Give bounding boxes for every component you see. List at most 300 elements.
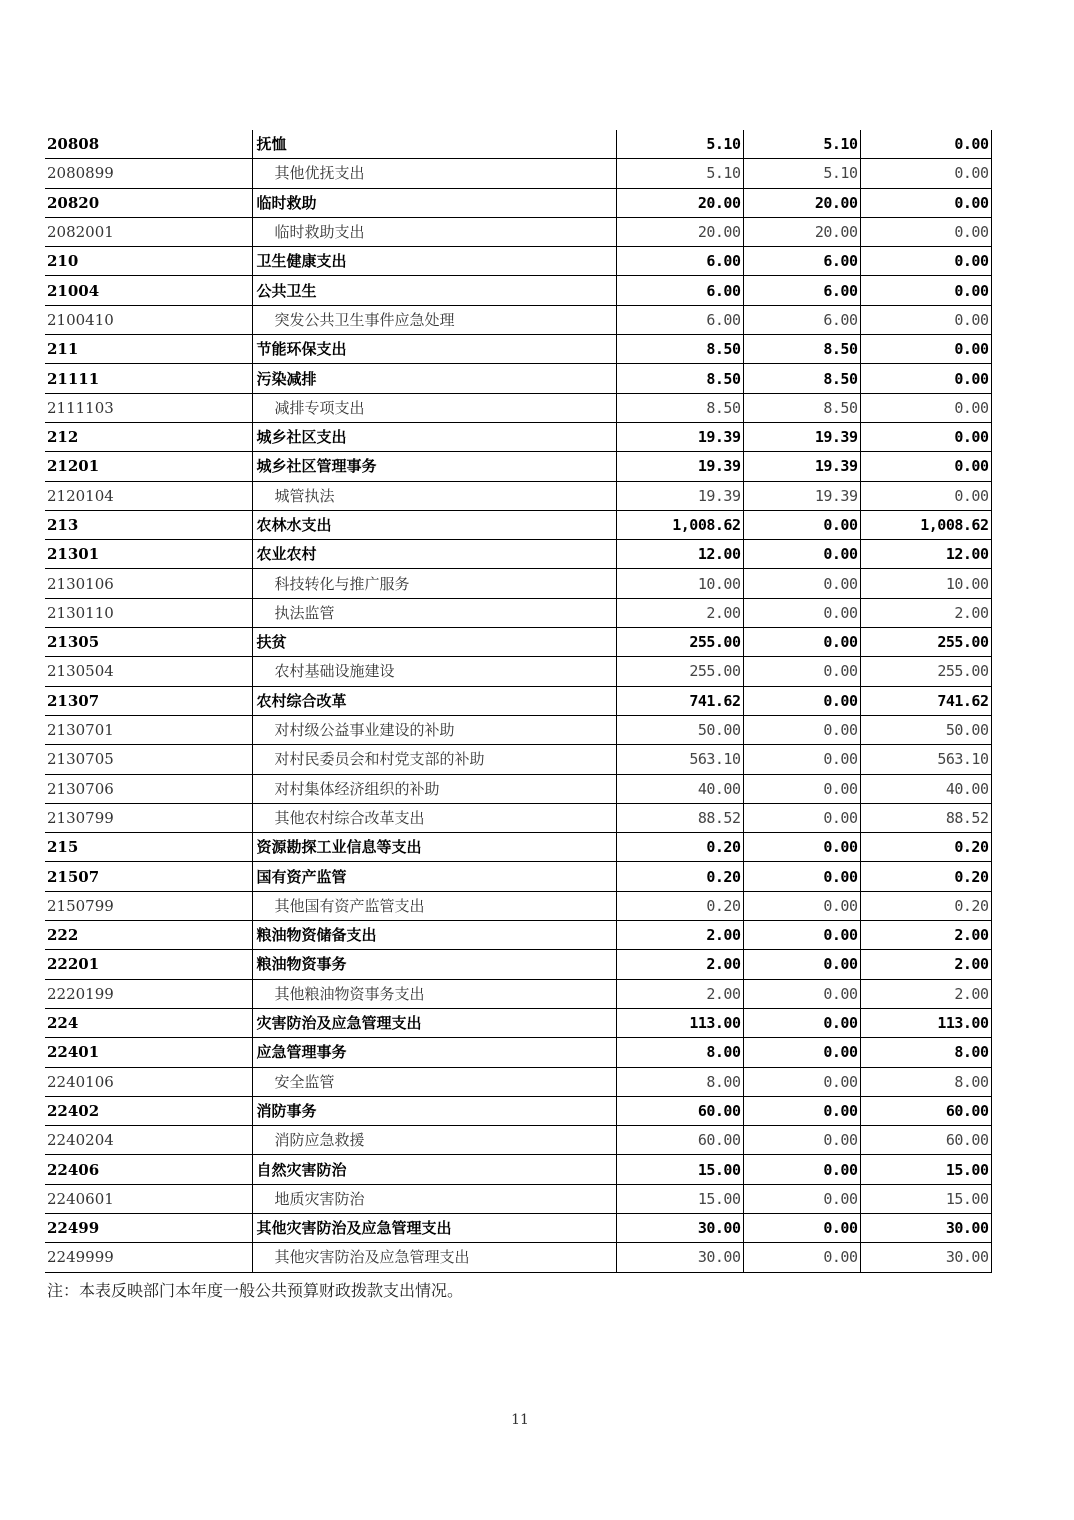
cell-code-text: 2220199: [47, 984, 114, 1003]
cell-basic-text: 20.00: [814, 223, 858, 242]
cell-code-text: 22401: [47, 1043, 100, 1062]
table-row: [45, 1184, 991, 1213]
cell-total: [616, 657, 743, 686]
cell-code-text: 2100410: [47, 310, 114, 329]
cell-name: [252, 745, 616, 774]
cell-total-text: 30.00: [697, 1219, 741, 1238]
table-row: [45, 715, 991, 744]
cell-total: [616, 1096, 743, 1125]
table-row: [45, 833, 991, 862]
cell-total-text: 30.00: [697, 1248, 741, 1267]
cell-basic-text: 0.00: [823, 1248, 858, 1267]
cell-total-text: 15.00: [697, 1189, 741, 1208]
cell-project: [860, 159, 991, 188]
cell-code: [45, 598, 252, 627]
cell-basic: [743, 1184, 860, 1213]
cell-code-text: 2130799: [47, 808, 114, 827]
cell-code-text: 21305: [47, 633, 100, 652]
cell-name-text: 其他粮油物资事务支出: [274, 984, 425, 1003]
table-row: [45, 1038, 991, 1067]
cell-project: [860, 803, 991, 832]
cell-total: [616, 628, 743, 657]
cell-code-text: 2240106: [47, 1072, 114, 1091]
cell-code: [45, 1038, 252, 1067]
cell-total: [616, 598, 743, 627]
cell-name-text: 自然灾害防治: [256, 1160, 347, 1179]
cell-project: [860, 598, 991, 627]
cell-total-text: 8.00: [706, 1072, 741, 1091]
cell-total-text: 0.20: [706, 838, 741, 857]
table-row: [45, 1126, 991, 1155]
cell-total: [616, 921, 743, 950]
table-row: [45, 1213, 991, 1242]
cell-total-text: 15.00: [697, 1160, 741, 1179]
cell-code: [45, 305, 252, 334]
cell-code: [45, 979, 252, 1008]
cell-project-text: 0.20: [954, 867, 989, 886]
cell-name-text: 污染减排: [256, 369, 317, 388]
cell-project-text: 741.62: [937, 691, 989, 710]
cell-total: [616, 803, 743, 832]
cell-basic: [743, 833, 860, 862]
table-row: [45, 217, 991, 246]
cell-basic: [743, 247, 860, 276]
cell-code-text: 222: [47, 926, 79, 945]
cell-code-text: 2249999: [47, 1248, 114, 1267]
cell-code: [45, 1008, 252, 1037]
cell-code-text: 21307: [47, 691, 100, 710]
cell-name: [252, 481, 616, 510]
cell-basic: [743, 1243, 860, 1272]
cell-basic-text: 0.00: [823, 1160, 858, 1179]
cell-name: [252, 921, 616, 950]
cell-code-text: 20820: [47, 193, 100, 212]
cell-total: [616, 422, 743, 451]
cell-project: [860, 715, 991, 744]
cell-name-text: 农村基础设施建设: [274, 662, 395, 681]
cell-basic: [743, 657, 860, 686]
cell-name-text: 农村综合改革: [256, 691, 347, 710]
cell-total: [616, 130, 743, 159]
cell-basic-text: 8.50: [823, 340, 858, 359]
cell-basic: [743, 540, 860, 569]
cell-project: [860, 540, 991, 569]
cell-project: [860, 921, 991, 950]
cell-basic: [743, 862, 860, 891]
cell-project: [860, 1126, 991, 1155]
cell-code-text: 2120104: [47, 486, 114, 505]
cell-name: [252, 569, 616, 598]
cell-project: [860, 130, 991, 159]
cell-project: [860, 1243, 991, 1272]
cell-code: [45, 686, 252, 715]
cell-total-text: 20.00: [697, 193, 741, 212]
cell-total: [616, 833, 743, 862]
cell-total: [616, 217, 743, 246]
cell-code: [45, 159, 252, 188]
cell-project: [860, 862, 991, 891]
cell-basic: [743, 803, 860, 832]
cell-project: [860, 1184, 991, 1213]
cell-total-text: 8.50: [706, 340, 741, 359]
cell-total-text: 6.00: [706, 310, 741, 329]
table-row: [45, 335, 991, 364]
cell-basic-text: 5.10: [823, 135, 858, 154]
cell-project-text: 2.00: [954, 926, 989, 945]
cell-project-text: 8.00: [954, 1072, 989, 1091]
cell-code-text: 22499: [47, 1219, 100, 1238]
cell-name-text: 农业农村: [256, 545, 317, 564]
cell-name-text: 卫生健康支出: [256, 252, 347, 271]
table-row: [45, 452, 991, 481]
cell-name-text: 节能环保支出: [256, 340, 347, 359]
cell-name-text: 对村集体经济组织的补助: [274, 779, 440, 798]
cell-project: [860, 1096, 991, 1125]
cell-name: [252, 1126, 616, 1155]
cell-project-text: 50.00: [945, 721, 989, 740]
cell-code: [45, 452, 252, 481]
cell-code-text: 2130706: [47, 779, 114, 798]
cell-name: [252, 188, 616, 217]
cell-basic-text: 0.00: [823, 838, 858, 857]
cell-total: [616, 247, 743, 276]
cell-code: [45, 774, 252, 803]
cell-basic: [743, 891, 860, 920]
cell-name: [252, 130, 616, 159]
cell-code-text: 2130110: [47, 603, 114, 622]
cell-basic-text: 5.10: [823, 164, 858, 183]
cell-name-text: 公共卫生: [256, 281, 317, 300]
cell-name-text: 临时救助: [256, 193, 317, 212]
cell-code-text: 2130504: [47, 662, 114, 681]
cell-project: [860, 686, 991, 715]
cell-project-text: 40.00: [945, 779, 989, 798]
cell-total-text: 88.52: [697, 808, 741, 827]
cell-project-text: 0.00: [954, 340, 989, 359]
cell-project-text: 30.00: [945, 1248, 989, 1267]
cell-basic: [743, 1067, 860, 1096]
cell-project-text: 0.00: [954, 310, 989, 329]
cell-name: [252, 276, 616, 305]
cell-project-text: 15.00: [945, 1160, 989, 1179]
table-row: [45, 1155, 991, 1184]
cell-total-text: 10.00: [697, 574, 741, 593]
cell-total: [616, 1008, 743, 1037]
cell-total-text: 2.00: [706, 955, 741, 974]
cell-name: [252, 305, 616, 334]
cell-code: [45, 130, 252, 159]
cell-total-text: 8.00: [706, 1043, 741, 1062]
cell-project: [860, 188, 991, 217]
cell-name: [252, 422, 616, 451]
cell-code-text: 21201: [47, 457, 100, 476]
cell-code-text: 213: [47, 516, 79, 534]
cell-total-text: 2.00: [706, 984, 741, 1003]
cell-total-text: 0.20: [706, 896, 741, 915]
cell-basic-text: 19.39: [814, 457, 858, 476]
cell-total: [616, 540, 743, 569]
cell-code: [45, 1213, 252, 1242]
cell-basic-text: 19.39: [814, 486, 858, 505]
cell-code: [45, 1155, 252, 1184]
cell-code: [45, 481, 252, 510]
cell-name: [252, 1184, 616, 1213]
cell-total-text: 1,008.62: [672, 516, 741, 534]
cell-project: [860, 657, 991, 686]
cell-name-text: 城管执法: [274, 486, 335, 505]
cell-code-text: 2130705: [47, 750, 114, 769]
cell-basic-text: 6.00: [823, 252, 858, 271]
cell-basic-text: 8.50: [823, 398, 858, 417]
cell-basic: [743, 1126, 860, 1155]
cell-total-text: 50.00: [697, 721, 741, 740]
cell-project: [860, 1155, 991, 1184]
cell-basic: [743, 774, 860, 803]
table-row: [45, 1243, 991, 1272]
cell-code: [45, 276, 252, 305]
cell-total: [616, 305, 743, 334]
table-row: [45, 891, 991, 920]
cell-basic-text: 0.00: [823, 1043, 858, 1062]
table-row: [45, 540, 991, 569]
table-row: [45, 628, 991, 657]
cell-name: [252, 393, 616, 422]
cell-name: [252, 1008, 616, 1037]
cell-basic-text: 0.00: [823, 867, 858, 886]
cell-basic-text: 0.00: [823, 662, 858, 681]
cell-project: [860, 1038, 991, 1067]
cell-code-text: 2111103: [47, 398, 114, 417]
table-row: [45, 1067, 991, 1096]
cell-basic: [743, 305, 860, 334]
cell-code-text: 2080899: [47, 164, 114, 183]
cell-project: [860, 745, 991, 774]
cell-project: [860, 364, 991, 393]
cell-code-text: 22402: [47, 1101, 100, 1120]
cell-name: [252, 628, 616, 657]
cell-project-text: 1,008.62: [920, 516, 989, 534]
cell-name-text: 国有资产监管: [256, 867, 347, 886]
cell-basic-text: 0.00: [823, 633, 858, 652]
cell-total: [616, 745, 743, 774]
cell-project-text: 0.00: [954, 457, 989, 476]
cell-basic: [743, 422, 860, 451]
cell-total-text: 5.10: [706, 164, 741, 183]
cell-total-text: 6.00: [706, 281, 741, 300]
cell-total-text: 60.00: [697, 1101, 741, 1120]
cell-total-text: 12.00: [697, 545, 741, 564]
cell-project-text: 15.00: [945, 1189, 989, 1208]
cell-project-text: 10.00: [945, 574, 989, 593]
cell-code: [45, 715, 252, 744]
cell-total: [616, 862, 743, 891]
cell-name: [252, 686, 616, 715]
cell-code: [45, 569, 252, 598]
cell-total: [616, 1126, 743, 1155]
cell-name-text: 科技转化与推广服务: [274, 574, 410, 593]
cell-name-text: 其他灾害防治及应急管理支出: [274, 1248, 470, 1267]
cell-basic: [743, 1008, 860, 1037]
table-row: [45, 686, 991, 715]
cell-basic: [743, 364, 860, 393]
cell-code: [45, 1067, 252, 1096]
table-row: [45, 393, 991, 422]
cell-name: [252, 833, 616, 862]
cell-basic-text: 0.00: [823, 808, 858, 827]
cell-name-text: 减排专项支出: [274, 398, 365, 417]
cell-project: [860, 217, 991, 246]
cell-code-text: 22406: [47, 1160, 100, 1179]
cell-project: [860, 833, 991, 862]
cell-project-text: 0.00: [954, 398, 989, 417]
table-row: [45, 1008, 991, 1037]
cell-project-text: 113.00: [937, 1014, 989, 1033]
cell-basic: [743, 921, 860, 950]
cell-basic-text: 0.00: [823, 545, 858, 564]
cell-total: [616, 1155, 743, 1184]
cell-name: [252, 217, 616, 246]
cell-project: [860, 393, 991, 422]
cell-basic: [743, 1213, 860, 1242]
cell-name: [252, 715, 616, 744]
cell-project-text: 0.20: [954, 896, 989, 915]
cell-project: [860, 1008, 991, 1037]
cell-basic-text: 0.00: [823, 721, 858, 740]
cell-name-text: 执法监管: [274, 603, 335, 622]
cell-name-text: 其他优抚支出: [274, 164, 365, 183]
cell-total: [616, 364, 743, 393]
cell-total: [616, 276, 743, 305]
cell-total: [616, 686, 743, 715]
cell-code: [45, 1096, 252, 1125]
cell-name-text: 地质灾害防治: [274, 1189, 365, 1208]
cell-name: [252, 598, 616, 627]
cell-project-text: 12.00: [945, 545, 989, 564]
cell-name-text: 城乡社区支出: [256, 428, 347, 447]
cell-project-text: 88.52: [945, 808, 989, 827]
cell-basic: [743, 452, 860, 481]
cell-total-text: 2.00: [706, 926, 741, 945]
cell-name-text: 农林水支出: [256, 516, 332, 534]
cell-project-text: 60.00: [945, 1131, 989, 1150]
cell-basic-text: 0.00: [823, 750, 858, 769]
cell-total: [616, 1184, 743, 1213]
cell-code: [45, 422, 252, 451]
table-row: [45, 510, 991, 539]
cell-project-text: 0.00: [954, 193, 989, 212]
cell-project: [860, 422, 991, 451]
cell-project: [860, 628, 991, 657]
cell-project-text: 60.00: [945, 1101, 989, 1120]
table-row: [45, 979, 991, 1008]
cell-code-text: 21301: [47, 545, 100, 564]
cell-code: [45, 1126, 252, 1155]
cell-project: [860, 1067, 991, 1096]
cell-name: [252, 1038, 616, 1067]
cell-project-text: 0.00: [954, 135, 989, 154]
cell-project-text: 0.00: [954, 486, 989, 505]
cell-project-text: 8.00: [954, 1043, 989, 1062]
cell-basic: [743, 745, 860, 774]
cell-code-text: 211: [47, 340, 79, 359]
table-row: [45, 745, 991, 774]
cell-basic: [743, 510, 860, 539]
cell-name-text: 其他农村综合改革支出: [274, 808, 425, 827]
cell-basic-text: 0.00: [823, 1219, 858, 1238]
cell-basic-text: 0.00: [823, 1014, 858, 1033]
cell-basic-text: 0.00: [823, 1101, 858, 1120]
cell-project-text: 0.00: [954, 428, 989, 447]
cell-name-text: 对村民委员会和村党支部的补助: [274, 750, 485, 769]
cell-name-text: 粮油物资事务: [256, 955, 347, 974]
cell-basic-text: 0.00: [823, 779, 858, 798]
cell-project-text: 0.00: [954, 164, 989, 183]
table-row: [45, 862, 991, 891]
cell-project-text: 0.00: [954, 223, 989, 242]
cell-total: [616, 715, 743, 744]
cell-name: [252, 1096, 616, 1125]
cell-code: [45, 803, 252, 832]
cell-basic-text: 20.00: [814, 193, 858, 212]
cell-total: [616, 979, 743, 1008]
cell-name-text: 资源勘探工业信息等支出: [256, 838, 422, 857]
cell-total: [616, 891, 743, 920]
cell-name: [252, 979, 616, 1008]
cell-code-text: 212: [47, 428, 79, 447]
table-row: [45, 247, 991, 276]
cell-project: [860, 305, 991, 334]
cell-name: [252, 159, 616, 188]
cell-code-text: 21004: [47, 281, 100, 300]
cell-project: [860, 950, 991, 979]
cell-code-text: 224: [47, 1014, 79, 1033]
cell-project-text: 2.00: [954, 603, 989, 622]
cell-project-text: 2.00: [954, 984, 989, 1003]
cell-basic: [743, 1096, 860, 1125]
cell-project-text: 0.20: [954, 838, 989, 857]
cell-project-text: 2.00: [954, 955, 989, 974]
cell-total: [616, 774, 743, 803]
cell-code-text: 2150799: [47, 896, 114, 915]
cell-code: [45, 1184, 252, 1213]
cell-project: [860, 891, 991, 920]
cell-code-text: 2130701: [47, 721, 114, 740]
table-body: [45, 130, 991, 1272]
page-number: 11: [511, 1412, 529, 1428]
cell-name-text: 扶贫: [256, 633, 287, 652]
cell-code: [45, 657, 252, 686]
cell-basic-text: 6.00: [823, 281, 858, 300]
cell-name: [252, 247, 616, 276]
cell-code-text: 2130106: [47, 574, 114, 593]
cell-name: [252, 1155, 616, 1184]
table-row: [45, 481, 991, 510]
table-row: [45, 130, 991, 159]
cell-project: [860, 247, 991, 276]
cell-name: [252, 335, 616, 364]
cell-basic: [743, 1155, 860, 1184]
cell-total: [616, 569, 743, 598]
cell-basic: [743, 481, 860, 510]
cell-project-text: 255.00: [937, 662, 989, 681]
cell-basic: [743, 569, 860, 598]
budget-table: [45, 130, 992, 1273]
cell-code: [45, 335, 252, 364]
cell-basic-text: 0.00: [823, 896, 858, 915]
cell-total: [616, 1038, 743, 1067]
cell-project: [860, 452, 991, 481]
cell-name-text: 消防事务: [256, 1101, 317, 1120]
